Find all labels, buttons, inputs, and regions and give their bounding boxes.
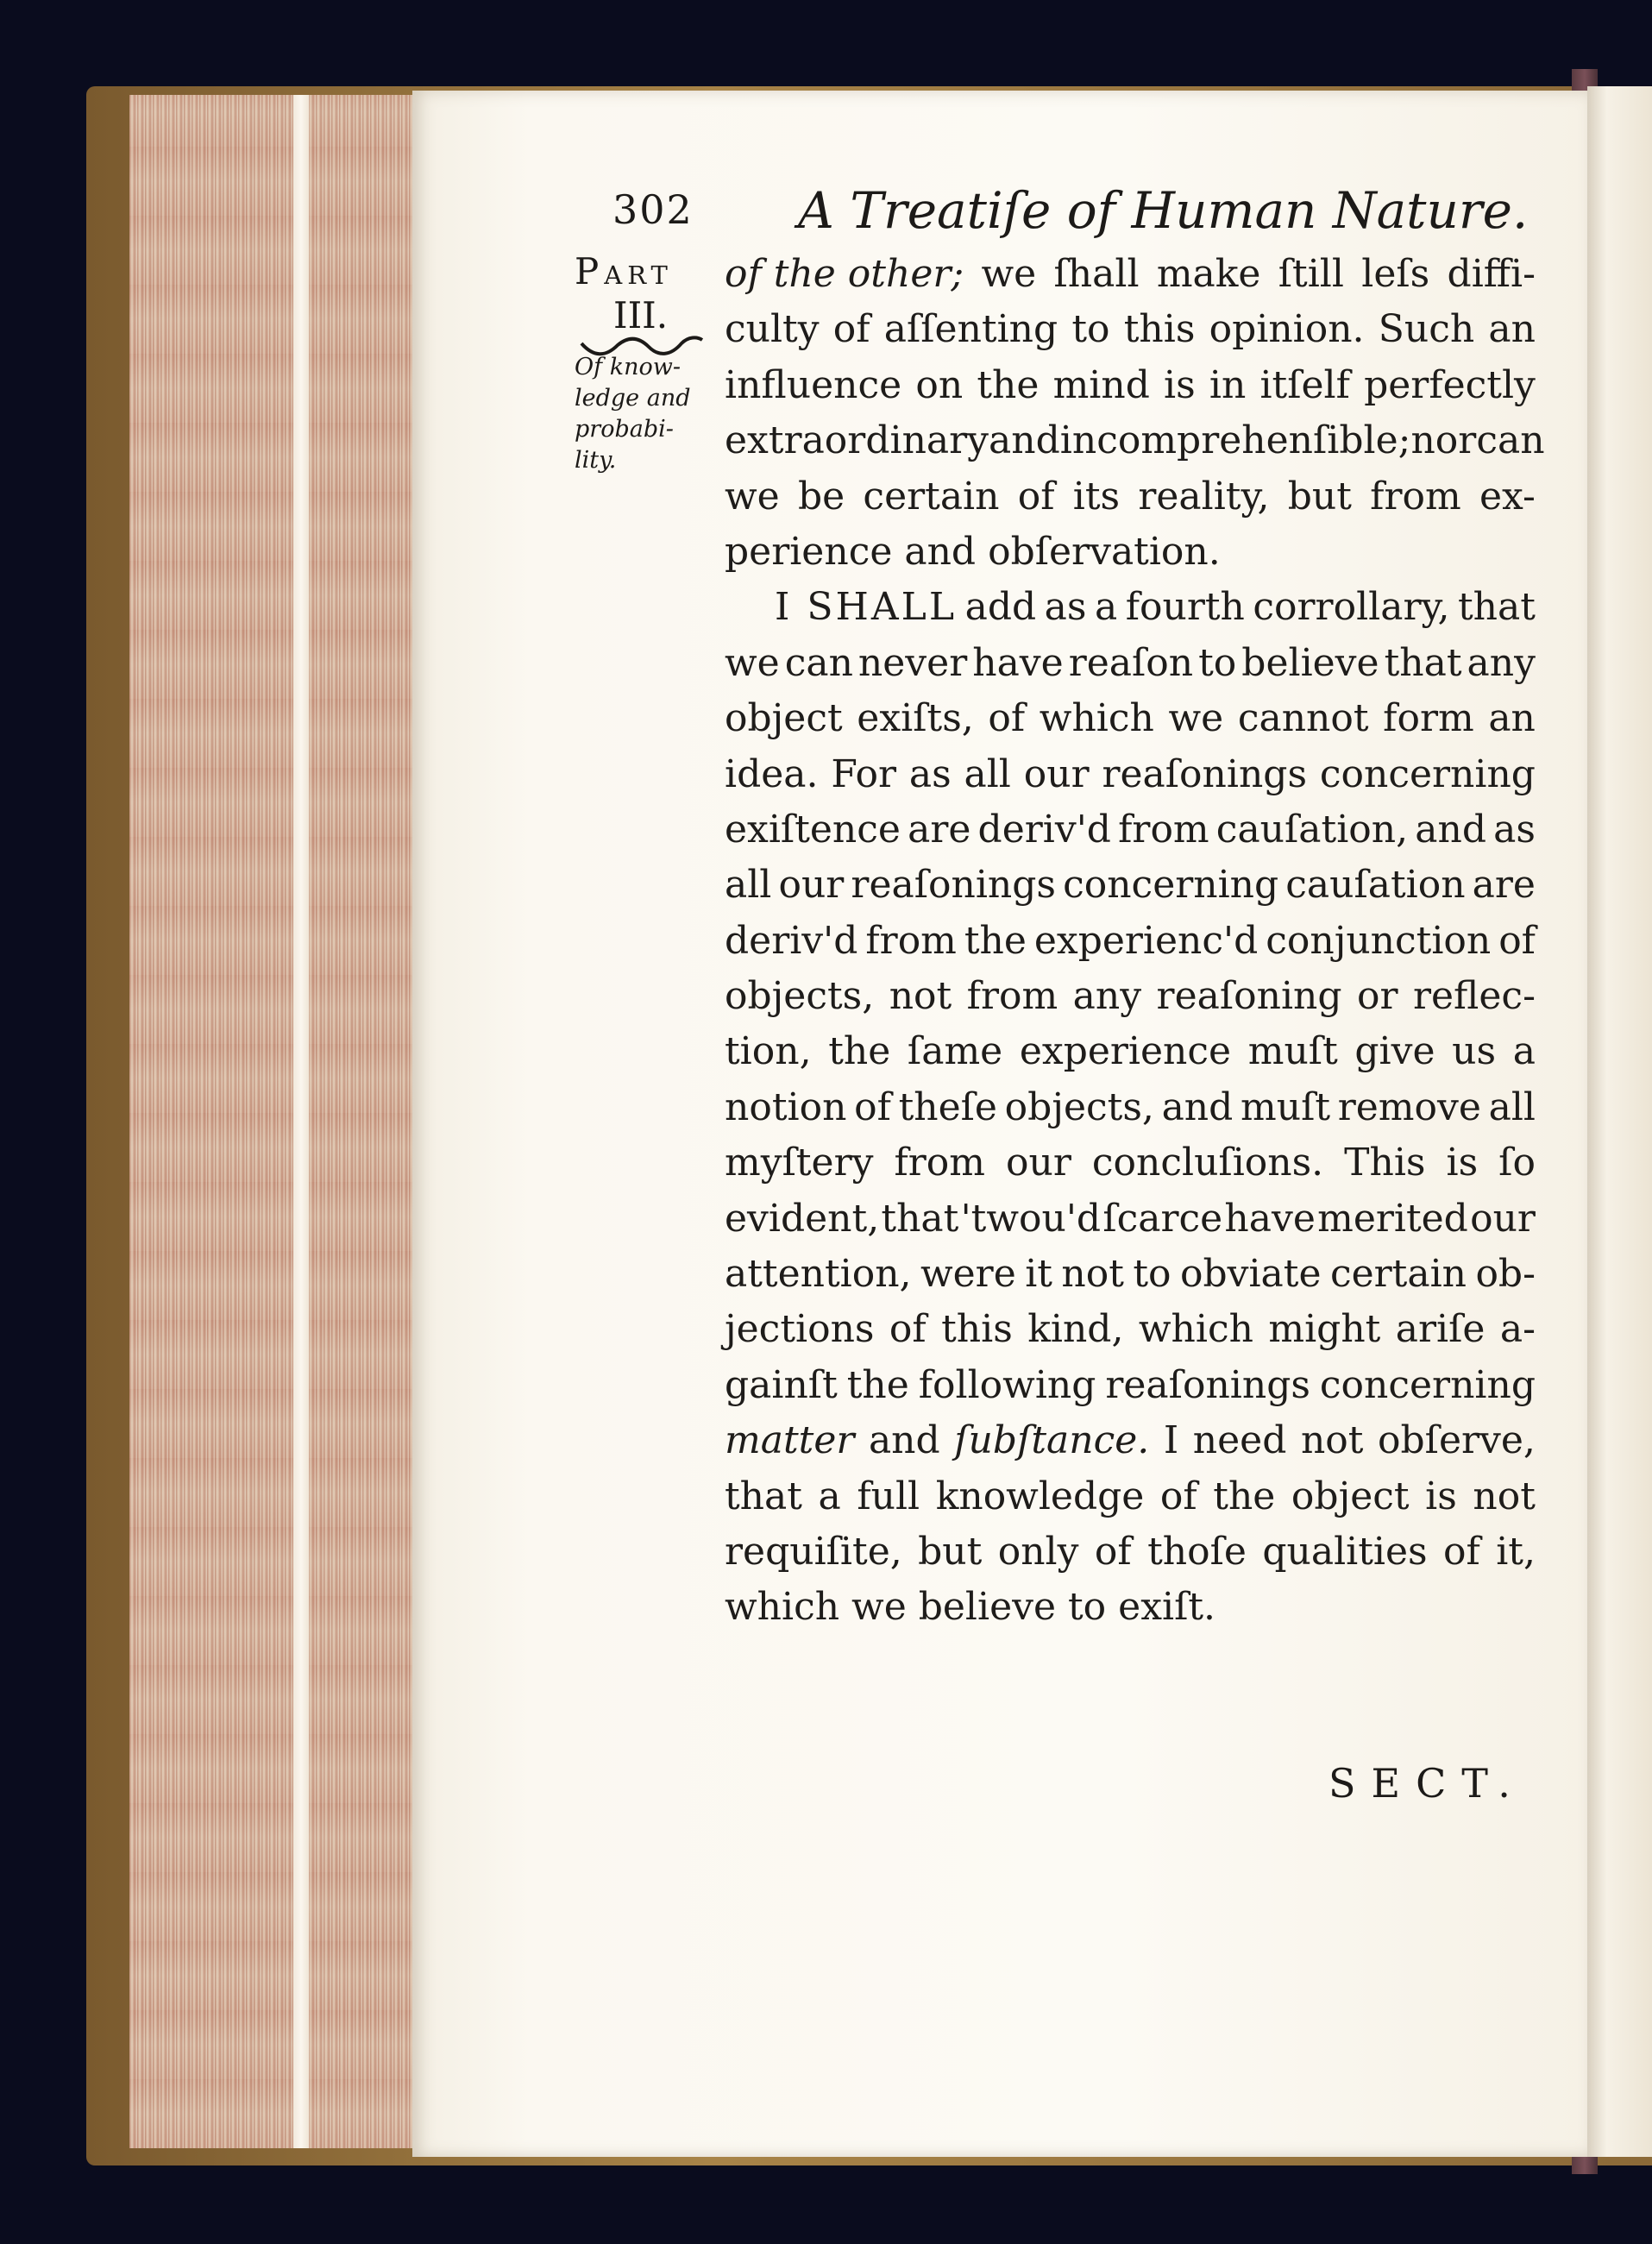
word: that — [725, 1474, 802, 1518]
text-line — [725, 802, 1536, 858]
text-line — [725, 747, 1536, 802]
next-page — [1587, 86, 1652, 2157]
marginal-gloss — [575, 352, 713, 476]
word: we — [725, 640, 780, 685]
word: ſhall — [1053, 252, 1140, 296]
text-line — [725, 1024, 1536, 1079]
page-edges — [129, 95, 414, 2148]
word: idea. — [725, 751, 819, 796]
word: cannot — [1237, 696, 1369, 741]
running-title: A Treatiſe of Human Nature. — [798, 181, 1529, 240]
word: need — [1192, 1418, 1287, 1463]
text-line — [725, 1358, 1536, 1413]
word: not — [1473, 1474, 1536, 1518]
word: leſs — [1361, 252, 1430, 296]
word: experience — [1019, 1029, 1232, 1074]
word: our — [778, 863, 845, 908]
word: the — [1213, 1474, 1276, 1518]
margin-note — [575, 250, 713, 476]
word: add — [964, 585, 1037, 630]
word: perfectly — [1364, 362, 1536, 407]
word: of — [889, 1307, 927, 1352]
word: can — [1476, 418, 1545, 463]
word: from — [1370, 474, 1461, 519]
word: as — [908, 751, 952, 796]
word: qualities — [1262, 1529, 1428, 1574]
catchword: SECT. — [1329, 1760, 1526, 1807]
word: all — [725, 863, 772, 908]
word: muſt — [1241, 1084, 1331, 1129]
word: This — [1344, 1141, 1426, 1185]
word: a — [818, 1474, 841, 1518]
word: to — [1071, 307, 1110, 352]
word: that — [1458, 585, 1536, 630]
word: object — [725, 696, 843, 741]
text-line — [725, 1413, 1536, 1468]
text-line — [725, 1135, 1536, 1191]
text-line — [725, 1580, 1536, 1635]
word: influence — [725, 362, 902, 407]
word: certain — [863, 474, 1000, 519]
word: reality, — [1138, 474, 1270, 519]
word: merited — [1317, 1196, 1468, 1241]
part-label: Part — [575, 250, 673, 292]
word: certain — [1329, 1252, 1467, 1297]
text-line — [725, 413, 1545, 468]
word: but — [1287, 474, 1352, 519]
word: but — [918, 1529, 983, 1574]
word: I — [1163, 1418, 1179, 1463]
word: of — [1159, 1474, 1197, 1518]
word: nor — [1410, 418, 1477, 463]
text-line — [725, 914, 1536, 969]
word: which — [1039, 696, 1154, 741]
word: thoſe — [1147, 1529, 1247, 1574]
word: concerning — [1319, 1362, 1536, 1407]
word: not — [1061, 1252, 1124, 1297]
word: remove — [1337, 1084, 1481, 1129]
word: theſe — [898, 1084, 997, 1129]
word: is — [1164, 362, 1196, 407]
word: in — [1209, 362, 1247, 407]
word: not — [889, 974, 952, 1019]
word: from — [894, 1141, 986, 1185]
word: are — [908, 807, 971, 852]
text-line — [725, 1302, 1536, 1357]
word: were — [920, 1252, 1016, 1297]
word: an — [1488, 696, 1536, 741]
body-text — [725, 247, 1545, 1636]
word: is — [1425, 1474, 1457, 1518]
text-line — [725, 247, 1536, 302]
word: be — [797, 474, 845, 519]
word: the — [977, 362, 1040, 407]
text-line — [725, 525, 1536, 580]
word: have — [1224, 1196, 1316, 1241]
word: obſerve, — [1378, 1418, 1536, 1463]
word: itſelf — [1259, 362, 1350, 407]
word: of — [1443, 1529, 1480, 1574]
word: objects, — [725, 974, 875, 1019]
word: only — [997, 1529, 1079, 1574]
word: tion, — [725, 1029, 812, 1074]
word: we — [725, 474, 780, 519]
word: reaſonings — [851, 863, 1056, 908]
text-line — [725, 1080, 1536, 1135]
gloss-line: ledge and — [575, 385, 691, 412]
word: objects, — [1004, 1084, 1154, 1129]
word: obviate — [1179, 1252, 1322, 1297]
word: believe — [1241, 640, 1379, 685]
word: from — [1118, 807, 1209, 852]
gloss-line: lity. — [575, 447, 617, 474]
word: this — [1123, 307, 1196, 352]
page-header — [612, 181, 1536, 242]
word: ſo — [1498, 1141, 1536, 1185]
word: myſtery — [725, 1141, 874, 1185]
word: this — [941, 1307, 1013, 1352]
word: a — [1512, 1029, 1536, 1074]
text-line — [725, 580, 1536, 635]
word: opinion. — [1209, 307, 1365, 352]
word: the — [964, 918, 1027, 963]
word: matter — [725, 1418, 855, 1463]
word: cauſation — [1285, 863, 1466, 908]
word: reaſonings — [1105, 1362, 1310, 1407]
word: and — [1415, 807, 1486, 852]
word: which — [1138, 1307, 1253, 1352]
word: and — [989, 418, 1060, 463]
word: notion — [725, 1084, 847, 1129]
word: our — [1470, 1196, 1536, 1241]
word: all — [1488, 1084, 1536, 1129]
word: reflec- — [1412, 974, 1536, 1019]
word: extraordinary — [725, 418, 989, 463]
word: as — [1493, 807, 1536, 852]
word: of — [1094, 1529, 1132, 1574]
word: knowledge — [935, 1474, 1145, 1518]
text-line — [725, 969, 1536, 1024]
gloss-line: Of know- — [575, 354, 681, 380]
word: of — [988, 696, 1026, 741]
part-number: III. — [613, 294, 669, 336]
word: a — [1094, 585, 1118, 630]
word: never — [857, 640, 968, 685]
page-number: 302 — [612, 186, 694, 233]
word: jections — [725, 1307, 875, 1352]
word: mind — [1052, 362, 1150, 407]
word: muſt — [1247, 1029, 1338, 1074]
word: corrollary, — [1253, 585, 1450, 630]
word: gainſt — [725, 1362, 838, 1407]
word: full — [857, 1474, 920, 1518]
word: cauſation, — [1215, 807, 1409, 852]
word: might — [1268, 1307, 1381, 1352]
text-line — [725, 1247, 1536, 1302]
text-line — [725, 1191, 1536, 1247]
word: and — [1161, 1084, 1234, 1129]
text-line — [725, 858, 1536, 913]
text-line — [725, 302, 1536, 357]
word: reaſon — [1068, 640, 1194, 685]
word: the — [846, 1362, 909, 1407]
word: ariſe — [1395, 1307, 1486, 1352]
word: For — [831, 751, 896, 796]
word: I SHALL — [775, 585, 958, 630]
word: are — [1472, 863, 1536, 908]
word: our — [1023, 751, 1090, 796]
word: our — [1006, 1141, 1071, 1185]
word: experienc'd — [1033, 918, 1259, 963]
word: can — [784, 640, 853, 685]
word: from — [966, 974, 1058, 1019]
word: we — [1168, 696, 1224, 741]
word: to — [1133, 1252, 1171, 1297]
word: of — [1498, 918, 1536, 963]
word: incomprehenſible; — [1059, 418, 1411, 463]
word: Such — [1378, 307, 1475, 352]
page-edge-gap — [293, 95, 309, 2148]
word: object — [1291, 1474, 1410, 1518]
text-line — [725, 358, 1536, 413]
word: a- — [1499, 1307, 1536, 1352]
text-line — [725, 636, 1536, 691]
word: reaſonings — [1102, 751, 1308, 796]
word: all — [964, 751, 1011, 796]
word: the — [828, 1029, 891, 1074]
word: deriv'd — [977, 807, 1111, 852]
word: 'twou'd — [960, 1196, 1102, 1241]
word: concerning — [1063, 863, 1279, 908]
word: culty — [725, 307, 820, 352]
word: ſame — [907, 1029, 1003, 1074]
word: reaſoning — [1156, 974, 1342, 1019]
text-line — [725, 691, 1536, 746]
word: perience and obſervation. — [725, 529, 1221, 574]
word: as — [1044, 585, 1087, 630]
word: conjunction — [1266, 918, 1492, 963]
word: have — [972, 640, 1064, 685]
word: any — [1467, 640, 1536, 685]
word: of — [854, 1084, 891, 1129]
word: diffi- — [1447, 252, 1536, 296]
word: to — [1198, 640, 1237, 685]
text-line — [725, 1524, 1536, 1580]
text-line — [725, 469, 1536, 525]
word: its — [1072, 474, 1121, 519]
word: any — [1072, 974, 1142, 1019]
gloss-line: probabi- — [575, 416, 674, 443]
word: ſtill — [1278, 252, 1344, 296]
word: an — [1488, 307, 1536, 352]
word: it — [1025, 1252, 1052, 1297]
word: deriv'd — [725, 918, 858, 963]
word: on — [915, 362, 964, 407]
word: and — [868, 1418, 940, 1463]
word: concerning — [1319, 751, 1536, 796]
word: form — [1383, 696, 1474, 741]
word: exiſts, — [857, 696, 974, 741]
word: of the other; — [725, 252, 964, 296]
word: concluſions. — [1091, 1141, 1324, 1185]
word: exiſtence — [725, 807, 901, 852]
word: ſcarce — [1102, 1196, 1223, 1241]
word: evident, — [725, 1196, 880, 1241]
word: ſubſtance. — [954, 1418, 1150, 1463]
word: attention, — [725, 1252, 912, 1297]
word: which we believe to exiſt. — [725, 1585, 1216, 1630]
word: that — [881, 1196, 959, 1241]
word: make — [1156, 252, 1261, 296]
word: aſſenting — [883, 307, 1058, 352]
word: us — [1452, 1029, 1497, 1074]
word: ex- — [1479, 474, 1536, 519]
text-line — [725, 1469, 1536, 1524]
word: from — [865, 918, 957, 963]
word: or — [1356, 974, 1398, 1019]
word: requiſite, — [725, 1529, 902, 1574]
word: it, — [1496, 1529, 1536, 1574]
word: ob- — [1475, 1252, 1536, 1297]
word: we — [981, 252, 1037, 296]
word: fourth — [1125, 585, 1245, 630]
word: not — [1300, 1418, 1364, 1463]
word: following — [918, 1362, 1096, 1407]
word: give — [1354, 1029, 1435, 1074]
word: of — [832, 307, 870, 352]
word: that — [1384, 640, 1462, 685]
word: is — [1446, 1141, 1479, 1185]
word: of — [1017, 474, 1055, 519]
word: kind, — [1027, 1307, 1124, 1352]
